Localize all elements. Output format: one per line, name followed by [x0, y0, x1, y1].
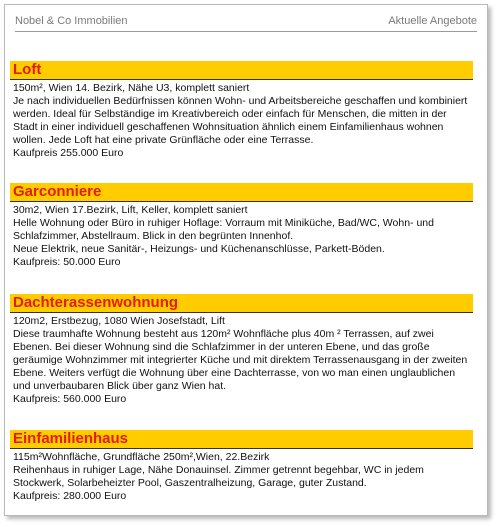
listing-title-einfamilienhaus: Einfamilienhaus — [10, 430, 473, 449]
listing-price: Kaufpreis: 280.000 Euro — [13, 490, 127, 502]
listing-dachterassenwohnung — [10, 294, 473, 406]
listing-extra: Neue Elektrik, neue Sanitär-, Heizungs- und Küchenanschlüsse, Parkett-Böden. — [13, 243, 385, 255]
listing-description: Je nach individuellen Bedürfnissen können Wohn- und Arbeitsbereiche geschaffen und kombiniert werden. Ideal für Selbständige im Kreativbereich oder einfach für Menschen, die mitten in der Stadt in einer individuell geschaffenen Wohnsituation ähnlich einem Einfamilienhaus wohnen wollen. Jede Loft hat eine private Grünfläche oder eine Terrasse. — [13, 95, 468, 146]
listing-loft — [10, 61, 473, 160]
listing-price: Kaufpreis 255.000 Euro — [13, 147, 124, 159]
listing-garconniere — [10, 183, 473, 269]
listing-description: Reihenhaus in ruhiger Lage, Nähe Donauinsel. Zimmer getrennt begehbar, WC in jedem Stockwerk, Solarbeheizter Pool, Gaszentralheizung, Garage, guter Zustand. — [13, 464, 424, 489]
listing-title-loft: Loft — [10, 61, 473, 80]
listing-description: Diese traumhafte Wohnung besteht aus 120m² Wohnfläche plus 40m ² Terrassen, auf zwei Ebenen. Bei dieser Wohnung sind die Schlafzimmer in der unteren Ebene, und das große geräumige Wohnzimmer mit integrierter Küche und mit direktem Terrassenausgang in der zweiten Ebene. Weiters verfügt die Wohnung über eine Dachterrasse, von wo man einen unglaublichen und unverbaubaren Blick über ganz Wien hat. — [13, 328, 468, 392]
brand-name: Nobel & Co Immobilien — [15, 15, 128, 27]
listing-title-garconniere: Garconniere — [10, 183, 473, 202]
listing-content — [10, 449, 473, 503]
header-bar — [15, 15, 477, 32]
listing-specs: 150m², Wien 14. Bezirk, Nähe U3, komplett saniert — [13, 82, 250, 94]
listing-content — [10, 202, 473, 269]
listing-specs: 115m²Wohnfläche, Grundfläche 250m²,Wien, 22.Bezirk — [13, 451, 270, 463]
listing-price: Kaufpreis: 560.000 Euro — [13, 393, 127, 405]
listing-content — [10, 80, 473, 160]
listing-price: Kaufpreis: 50.000 Euro — [13, 256, 121, 268]
listing-description: Helle Wohnung oder Büro in ruhiger Hoflage: Vorraum mit Miniküche, Bad/WC, Wohn- und Schlafzimmer, Abstellraum. Blick in den begrünten Innenhof. — [13, 217, 434, 242]
listing-specs: 120m2, Erstbezug, 1080 Wien Josefstadt, Lift — [13, 315, 225, 327]
nav-link-current-offers[interactable]: Aktuelle Angebote — [388, 15, 477, 27]
listing-einfamilienhaus — [10, 430, 473, 503]
listing-title-dachterassenwohnung: Dachterassenwohnung — [10, 294, 473, 313]
listing-content — [10, 313, 473, 406]
listing-specs: 30m2, Wien 17.Bezirk, Lift, Keller, komplett saniert — [13, 204, 248, 216]
